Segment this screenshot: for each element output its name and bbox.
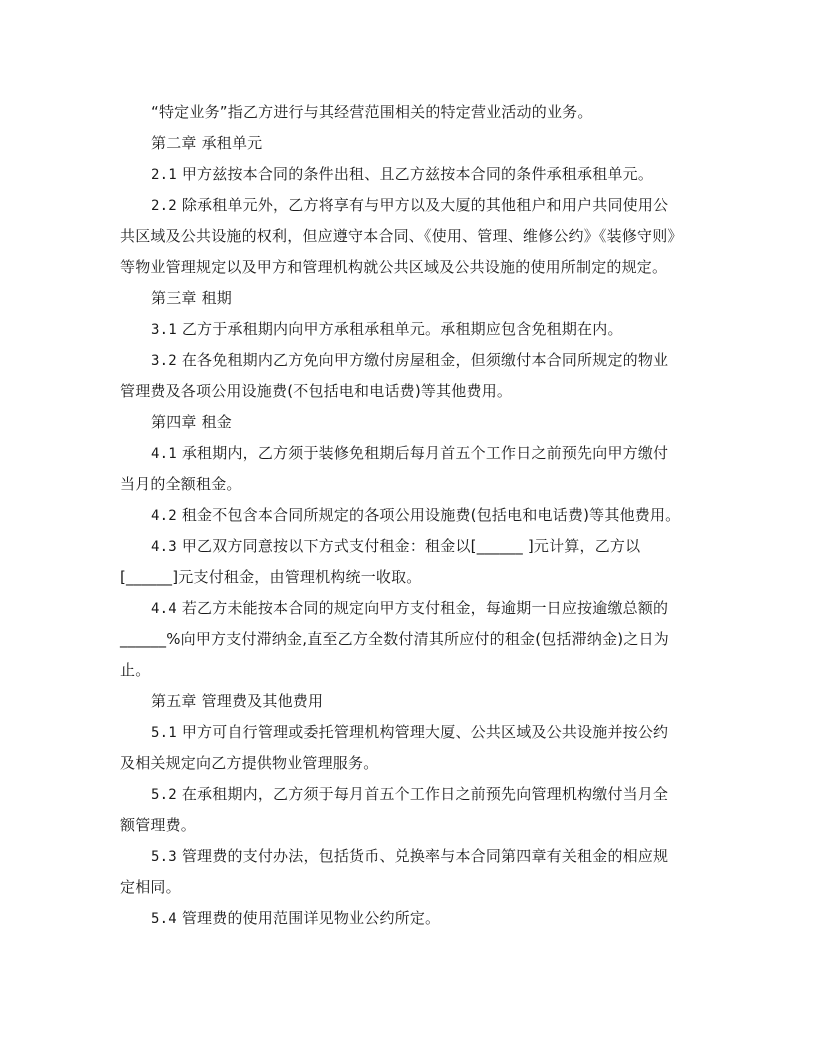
line-text: 甲乙双方同意按以下方式支付租金：租金以[______ ]元计算，乙方以 <box>176 537 641 555</box>
clause-number: 5.3 <box>151 849 177 865</box>
document-body <box>120 97 705 934</box>
line-text: “特定业务”指乙方进行与其经营范围相关的特定营业活动的业务。 <box>151 103 593 121</box>
line-text: 甲方可自行管理或委托管理机构管理大厦、公共区域及公共设施并按公约 <box>176 723 669 741</box>
line-text: 管理费的使用范围详见物业公约所定。 <box>176 909 441 927</box>
text-line <box>120 686 705 717</box>
text-line <box>120 376 705 407</box>
clause-number: 3.2 <box>151 353 177 369</box>
line-text: 若乙方未能按本合同的规定向甲方支付租金，每逾期一日应按逾缴总额的 <box>176 599 669 617</box>
clause-number: 2.2 <box>151 198 177 214</box>
line-text: 乙方于承租期内向甲方承租承租单元。承租期应包含免租期在内。 <box>176 320 623 338</box>
clause-number: 4.2 <box>151 508 177 524</box>
text-line <box>120 345 705 376</box>
text-line <box>120 748 705 779</box>
text-line <box>120 500 705 531</box>
text-line <box>120 190 705 221</box>
clause-number: 5.2 <box>151 787 177 803</box>
text-line <box>120 469 705 500</box>
document-page <box>120 97 705 934</box>
line-text: 第二章 承租单元 <box>151 134 263 152</box>
line-text: 共区域及公共设施的权利，但应遵守本合同、《使用、管理、维修公约》《装修守则》 <box>120 227 683 245</box>
line-text: 承租期内，乙方须于装修免租期后每月首五个工作日之前预先向甲方缴付 <box>176 444 669 462</box>
text-line <box>120 128 705 159</box>
line-text: 定相同。 <box>120 878 181 896</box>
line-text: 等物业管理规定以及甲方和管理机构就公共区域及公共设施的使用所制定的规定。 <box>120 258 668 276</box>
clause-number: 5.1 <box>151 725 177 741</box>
text-line <box>120 624 705 655</box>
text-line <box>120 810 705 841</box>
line-text: 甲方兹按本合同的条件出租、且乙方兹按本合同的条件承租承租单元。 <box>176 165 654 183</box>
line-text: 及相关规定向乙方提供物业管理服务。 <box>120 754 379 772</box>
text-line <box>120 872 705 903</box>
text-line <box>120 283 705 314</box>
clause-number: 5.4 <box>151 911 177 927</box>
line-text: [______]元支付租金，由管理机构统一收取。 <box>120 568 422 586</box>
line-text: 第五章 管理费及其他费用 <box>151 692 324 710</box>
text-line <box>120 531 705 562</box>
line-text: 在各免租期内乙方免向甲方缴付房屋租金，但须缴付本合同所规定的物业 <box>176 351 669 369</box>
line-text: 第三章 租期 <box>151 289 232 307</box>
clause-number: 2.1 <box>151 167 177 183</box>
text-line <box>120 314 705 345</box>
text-line <box>120 903 705 934</box>
clause-number: 4.1 <box>151 446 177 462</box>
clause-number: 3.1 <box>151 322 177 338</box>
text-line <box>120 841 705 872</box>
line-text: 在承租期内，乙方须于每月首五个工作日之前预先向管理机构缴付当月全 <box>176 785 669 803</box>
text-line <box>120 221 705 252</box>
text-line <box>120 655 705 686</box>
text-line <box>120 97 705 128</box>
clause-number: 4.4 <box>151 601 177 617</box>
text-line <box>120 438 705 469</box>
line-text: 第四章 租金 <box>151 413 232 431</box>
line-text: 当月的全额租金。 <box>120 475 242 493</box>
text-line <box>120 562 705 593</box>
line-text: 租金不包含本合同所规定的各项公用设施费(包括电和电话费)等其他费用。 <box>176 506 681 524</box>
line-text: 额管理费。 <box>120 816 197 834</box>
text-line <box>120 252 705 283</box>
line-text: 除承租单元外，乙方将享有与甲方以及大厦的其他租户和用户共同使用公 <box>176 196 669 214</box>
text-line <box>120 407 705 438</box>
text-line <box>120 717 705 748</box>
line-text: ______%向甲方支付滞纳金,直至乙方全数付清其所应付的租金(包括滞纳金)之日为 <box>120 630 669 648</box>
text-line <box>120 159 705 190</box>
line-text: 管理费及各项公用设施费(不包括电和电话费)等其他费用。 <box>120 382 513 400</box>
clause-number: 4.3 <box>151 539 177 555</box>
line-text: 管理费的支付办法，包括货币、兑换率与本合同第四章有关租金的相应规 <box>176 847 669 865</box>
line-text: 止。 <box>120 661 151 679</box>
text-line <box>120 779 705 810</box>
text-line <box>120 593 705 624</box>
